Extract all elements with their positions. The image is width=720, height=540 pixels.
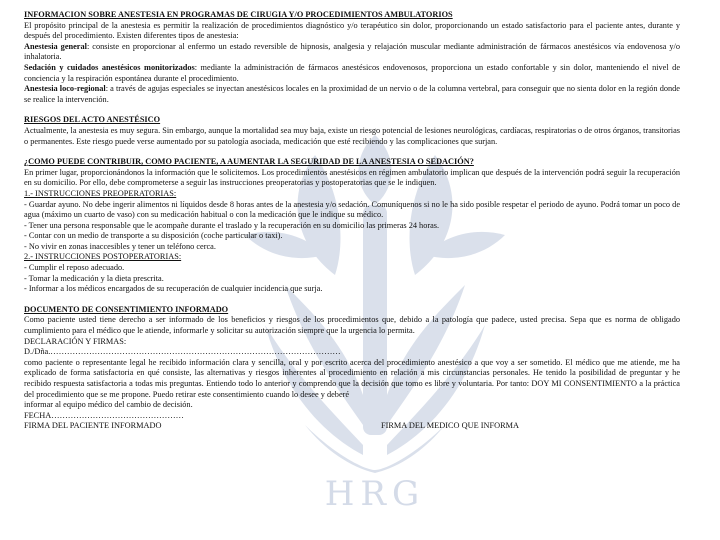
preop-item: - Contar con un medio de transporte a su disposición (coche particular o taxi). [24,231,283,241]
type-desc: : mediante la administración de fármacos anestésicos endovenosos, proporciona un estado confortable y sin dolor, manteniendo el nivel de conciencia y la respiración espontánea durante el procedimiento. [24,62,681,83]
type-desc: : consiste en proporcionar al enfermo un estado reversible de hipnosis, analgesia y relajación muscular mediante administración de fármacos anestésicos vía endovenosa y/o inhalatoria. [24,41,681,62]
watermark-lettering: HRG [324,474,426,514]
postop-item: - Cumplir el reposo adecuado. [24,263,125,273]
postop-item: - Tomar la medicación y la dieta prescrita. [24,273,164,283]
type-desc: : a través de agujas especiales se inyectan anestésicos locales en la proximidad de un nervio o de la columna vertebral, para conseguir que no sienta dolor en la región donde se realice la intervención. [24,84,680,104]
consent-statement: como paciente o representante legal he recibido información clara y sencilla, oral y por escrito acerca del procedimiento anestésico a que voy a ser sometido. El médico que me atiende, me ha explicado de forma satisfactoria en qué consiste, las alternativas y riesgos inherentes al procedimiento en relación a mis circunstancias personales. He tenido la posibilidad de preguntar y he recibido respuesta satisfactoria a todas mis preguntas. Entiendo todo lo anterior y comprendo que la decisión que tomo es libre y voluntaria. Por tanto: DOY MI CONSENTIMIENTO a la práctica del procedimiento que se me propone. Puedo retirar este consentimiento cuando lo desee y deberé [24,357,680,399]
declaration-heading: DECLARACIÓN Y FIRMAS: [24,336,127,346]
preop-item: - Tener una persona responsable que le acompañe durante el traslado y la recuperación en su domicilio las primeras 24 horas. [24,220,440,230]
anesthesia-type-sedation [24,63,680,84]
patient-name-line: D./Dña.…………………………………………………………………………………………… [24,347,341,357]
preoperative-title: 1.- INSTRUCCIONES PREOPERATORIAS: [24,188,177,198]
type-term: Anestesia general [24,41,87,51]
contribute-title: ¿COMO PUEDE CONTRIBUIR, COMO PACIENTE, A AUMENTAR LA SEGURIDAD DE LA ANESTESIA O SEDACIÓN? [24,157,474,167]
risks-paragraph: Actualmente, la anestesia es muy segura. Sin embargo, aunque la mortalidad sea muy baja, existe un riesgo potencial de lesiones neurológicas, cardíacas, respiratorias o de otros órganos, transitorias o permanentes. Este riesgo puede verse aumentado por su patología asociada, medicación que esté recibiendo y las complicaciones que surjan. [24,125,680,146]
consent-statement-end: informar al equipo médico del cambio de decisión. [24,400,193,410]
main-title: INFORMACION SOBRE ANESTESIA EN PROGRAMAS DE CIRUGIA Y/O PROCEDIMIENTOS AMBULATORIOS [24,10,453,19]
signature-lines [24,421,680,432]
preop-item: - No vivir en zonas inaccesibles y tener un teléfono cerca. [24,241,216,251]
anesthesia-type-general [24,42,680,63]
intro-paragraph: El propósito principal de la anestesia es permitir la realización de procedimientos diagnóstico y/o terapéutico sin dolor, proporcionando un estado satisfactorio para el paciente antes, durante y después del procedimiento. Existen diferentes tipos de anestesia: [24,20,680,41]
anesthesia-type-regional [24,84,680,105]
preop-item: - Guardar ayuno. No debe ingerir alimentos ni líquidos desde 8 horas antes de la anestesia y/o sedación. Comuníquenos si no le ha sido posible respetar el periodo de ayuno. Podrá tomar un poco de agua (máximo un cuarto de vaso) con su medicación habitual o con la medicación que le indique su médico. [24,199,680,220]
type-term: Sedación y cuidados anestésicos monitorizados [24,62,195,72]
patient-signature-label: FIRMA DEL PACIENTE INFORMADO [24,421,162,431]
date-line: FECHA………………………………………… [24,410,184,420]
contribute-paragraph: En primer lugar, proporcionándonos la información que le solicitemos. Los procedimientos anestésicos en régimen ambulatorio implican que después de la intervención podrá seguir la recuperación en su domicilio. Por ello, debe comprometerse a seguir las instrucciones preoperatorias y postoperatorias que se le indiquen. [24,167,680,188]
type-term: Anestesia loco-regional [24,84,106,94]
consent-paragraph: Como paciente usted tiene derecho a ser informado de los beneficios y riesgos de los procedimientos que, debido a la patología que padece, usted precisa. Sepa que es norma de obligado cumplimiento para el médico que le atiende, informarle y solicitar su autorización siempre que la urgencia lo permita. [24,315,680,336]
doctor-signature-label: FIRMA DEL MEDICO QUE INFORMA [381,421,519,431]
postoperative-title: 2.- INSTRUCCIONES POSTOPERATORIAS: [24,252,182,262]
consent-title: DOCUMENTO DE CONSENTIMIENTO INFORMADO [24,304,229,314]
postop-item: - Informar a los médicos encargados de su recuperación de cualquier incidencia que surja. [24,284,323,294]
consent-document [24,10,680,432]
risks-title: RIESGOS DEL ACTO ANESTÉSICO [24,115,161,125]
